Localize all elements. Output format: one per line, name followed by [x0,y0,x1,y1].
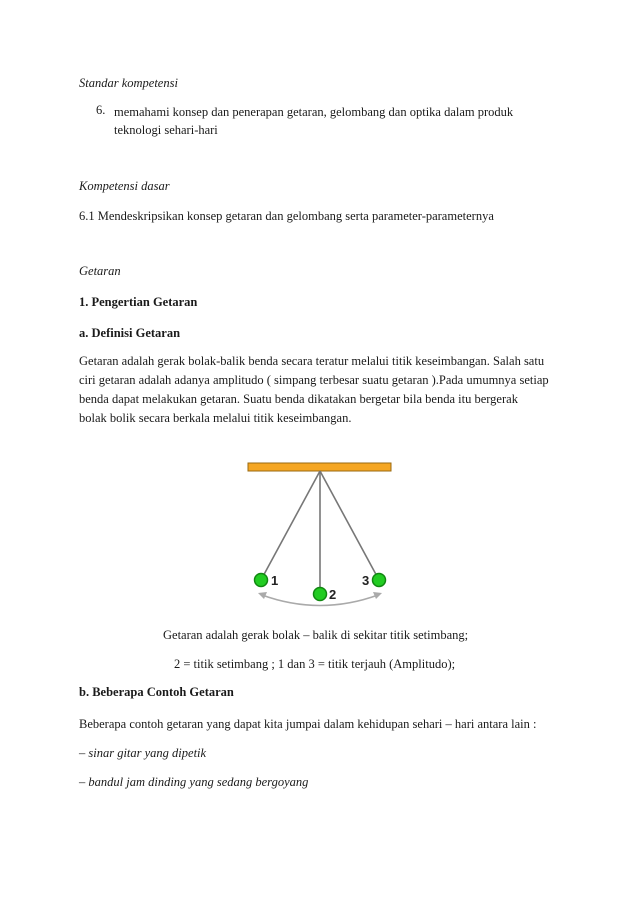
contoh-item: – sinar gitar yang dipetik [79,746,207,760]
contoh-item: – bandul jam dinding yang sedang bergoyang [79,775,309,789]
paragraph-line: benda dapat melakukan getaran. Suatu benda dikatakan bergetar bila benda itu bergerak [79,392,518,406]
subsection-definisi: a. Definisi Getaran [79,326,181,340]
figure-caption-2: 2 = titik setimbang ; 1 dan 3 = titik terjauh (Amplitudo); [174,657,456,671]
bob-label-1: 1 [271,573,279,588]
kompetensi-text: 6.1 Mendeskripsikan konsep getaran dan gelombang serta parameter-parameternya [79,209,494,223]
pendulum-bob-3 [373,574,386,587]
standar-item [114,103,513,139]
figure-caption-1: Getaran adalah gerak bolak – balik di sekitar titik setimbang; [163,628,469,642]
pendulum-diagram [240,458,400,608]
kompetensi-heading: Kompetensi dasar [79,179,170,193]
string-left [261,471,320,580]
paragraph-line: bolak bolik secara berkala melalui titik keseimbangan. [79,411,352,425]
paragraph-line: ciri getaran adalah adanya amplitudo ( simpang terbesar suatu getaran ).Pada umumnya setiap [79,373,549,387]
standar-heading: Standar kompetensi [79,76,178,90]
list-number: 6. [96,103,106,117]
standar-item-line1: memahami konsep dan penerapan getaran, gelombang dan optika dalam produk [114,105,514,119]
pendulum-bob-2 [314,588,327,601]
string-right [320,471,379,580]
support-bar [248,463,391,471]
bob-label-3: 3 [362,573,370,588]
pendulum-bob-1 [255,574,268,587]
section-pengertian: 1. Pengertian Getaran [79,295,198,309]
standar-item-line2: teknologi sehari-hari [114,123,218,137]
paragraph-line: Getaran adalah gerak bolak-balik benda secara teratur melalui titik keseimbangan. Salah satu [79,354,545,368]
definisi-paragraph [79,352,549,428]
bob-label-2: 2 [329,587,337,602]
contoh-intro: Beberapa contoh getaran yang dapat kita jumpai dalam kehidupan sehari – hari antara lain : [79,717,537,731]
section-contoh: b. Beberapa Contoh Getaran [79,685,234,699]
getaran-heading: Getaran [79,264,121,278]
